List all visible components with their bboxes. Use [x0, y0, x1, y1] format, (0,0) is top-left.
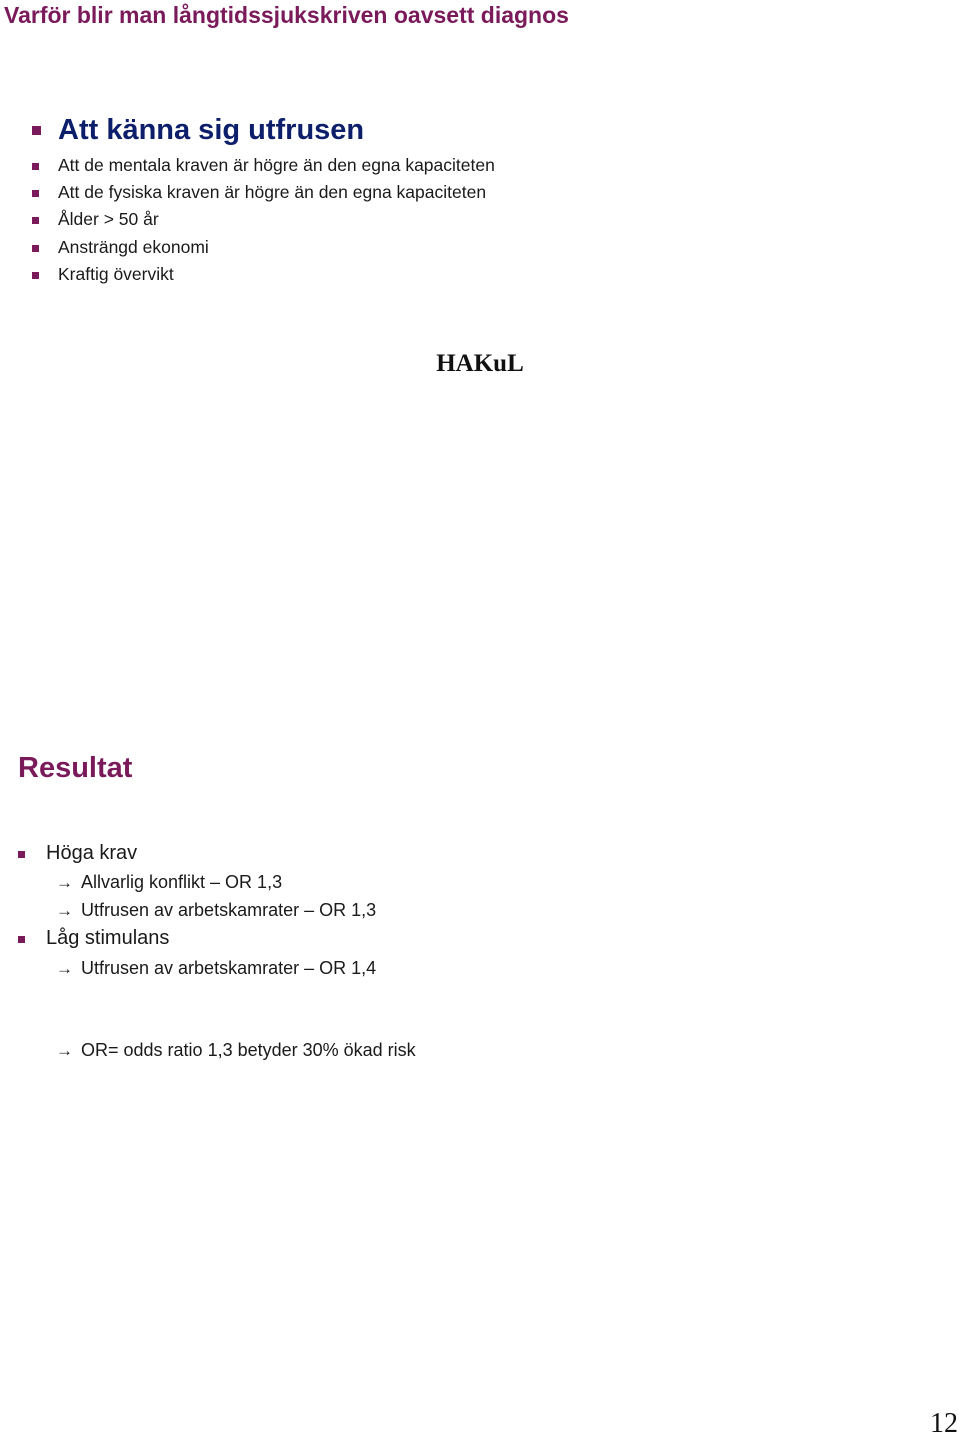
arrow-right-icon: →	[56, 901, 73, 920]
square-bullet-icon	[32, 126, 41, 135]
square-bullet-icon	[32, 272, 39, 279]
square-bullet-icon	[32, 245, 39, 252]
section-heading: Att känna sig utfrusen	[58, 114, 365, 146]
result-subitem	[56, 900, 376, 921]
list-item: Ansträngd ekonomi	[58, 237, 209, 257]
result-subitem-text: Allvarlig konflikt – OR 1,3	[81, 872, 283, 892]
list-item: Att de mentala kraven är högre än den egna kapaciteten	[58, 155, 495, 175]
results-note-text: OR= odds ratio 1,3 betyder 30% ökad risk	[81, 1040, 416, 1060]
result-subitem-text: Utfrusen av arbetskamrater – OR 1,4	[81, 958, 377, 978]
source-label: HAKuL	[436, 350, 524, 377]
result-group-label: Höga krav	[46, 842, 138, 864]
square-bullet-icon	[32, 217, 39, 224]
arrow-right-icon: →	[56, 1041, 73, 1060]
results-note	[56, 1040, 416, 1061]
result-subitem-text: Utfrusen av arbetskamrater – OR 1,3	[81, 900, 377, 920]
list-item: Kraftig övervikt	[58, 264, 174, 284]
square-bullet-icon	[18, 936, 25, 943]
arrow-right-icon: →	[56, 959, 73, 978]
square-bullet-icon	[32, 190, 39, 197]
arrow-right-icon: →	[56, 873, 73, 892]
square-bullet-icon	[18, 851, 25, 858]
result-subitem	[56, 958, 376, 979]
square-bullet-icon	[32, 163, 39, 170]
results-heading: Resultat	[18, 752, 133, 784]
list-item: Att de fysiska kraven är högre än den egna kapaciteten	[58, 182, 487, 202]
list-item: Ålder > 50 år	[58, 209, 159, 229]
result-group-label: Låg stimulans	[46, 927, 170, 949]
result-subitem	[56, 872, 282, 893]
page-number: 12	[930, 1408, 958, 1439]
page-title: Varför blir man långtidssjukskriven oavsett diagnos	[4, 2, 569, 28]
